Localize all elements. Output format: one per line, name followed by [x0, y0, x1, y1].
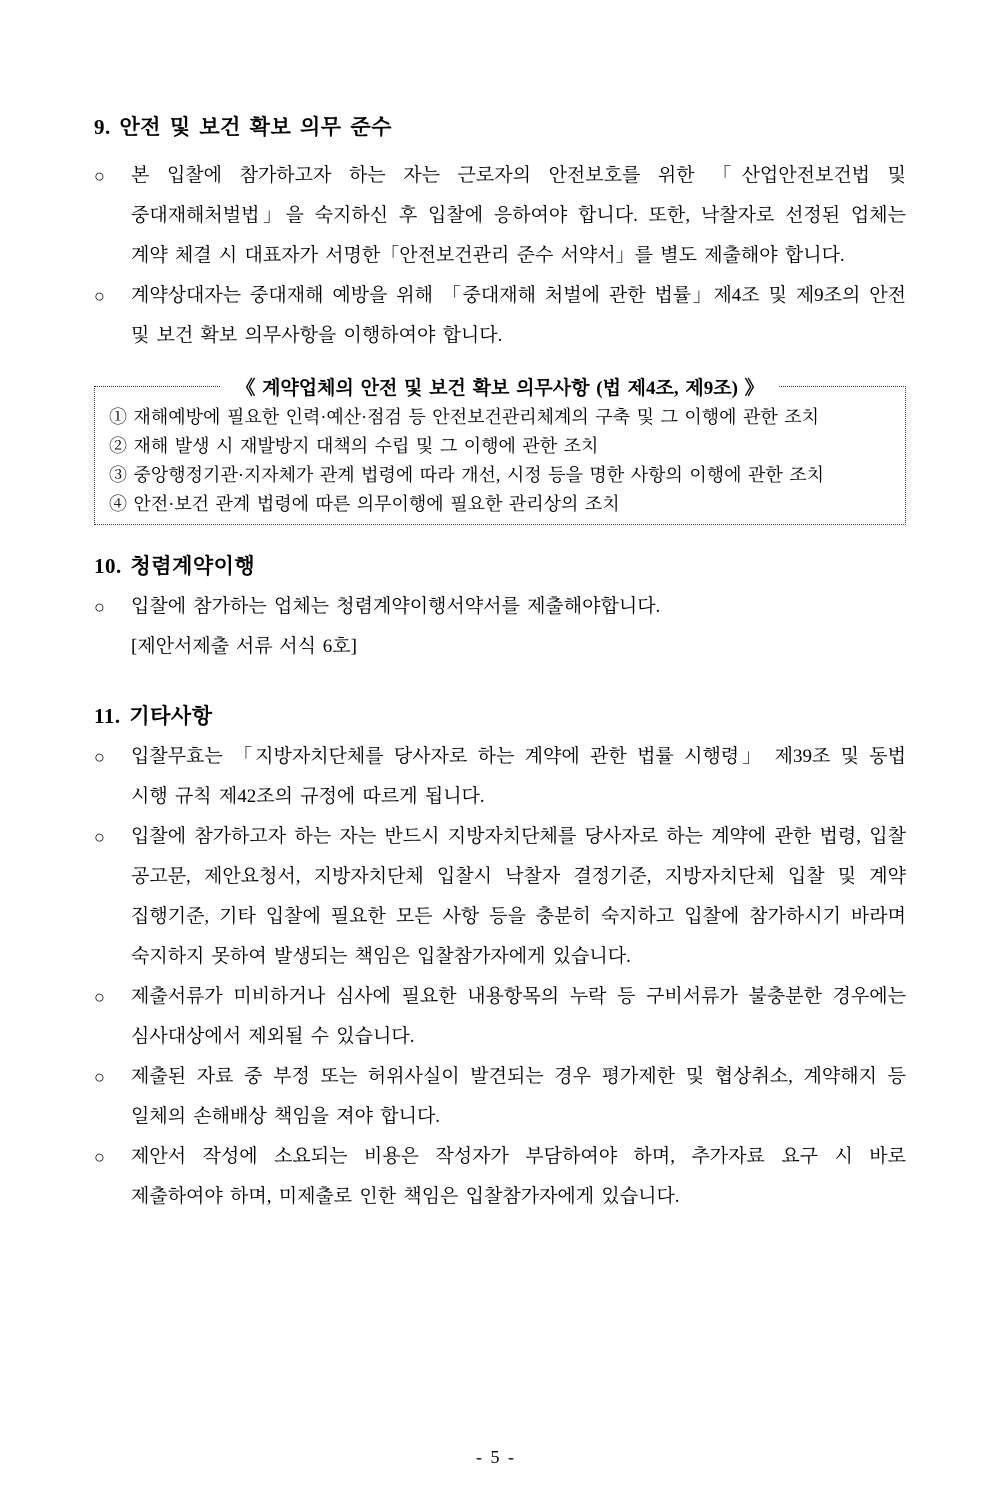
section-9-bullet-1	[94, 156, 906, 276]
paragraph-text: 입찰에 참가하고자 하는 자는 반드시 지방자치단체를 당사자로 하는 계약에 관한 법령, 입찰 공고문, 제안요청서, 지방자치단체 입찰시 낙찰자 결정기준, 지방자치단체 입찰 및 계약 집행기준, 기타 입찰에 필요한 모든 사항 등을 충분히 숙지하고 입찰에 참가하시기 바라며 숙지하지 못하여 발생되는 책임은 입찰참가자에게 있습니다.	[131, 826, 906, 967]
section-11-bullet-1	[94, 737, 906, 817]
obligations-box	[94, 378, 906, 525]
form-reference-note: [제안서제출 서류 서식 6호]	[131, 636, 357, 657]
section-10-heading: 10. 청렴계약이행	[94, 554, 256, 578]
paragraph-text: 계약상대자는 중대재해 예방을 위해 「중대재해 처벌에 관한 법률」제4조 및 제9조의 안전 및 보건 확보 의무사항을 이행하여야 합니다.	[131, 285, 906, 346]
paragraph-text: 제출된 자료 중 부정 또는 허위사실이 발견되는 경우 평가제한 및 협상취소, 계약해지 등 일체의 손해배상 책임을 져야 합니다.	[131, 1066, 906, 1127]
section-11-heading: 11. 기타사항	[94, 704, 213, 728]
obligation-item-1: ① 재해예방에 필요한 인력·예산·점검 등 안전보건관리체계의 구축 및 그 이행에 관한 조치	[109, 407, 820, 427]
bullet-marker: ○	[94, 166, 105, 186]
paragraph-text: 본 입찰에 참가하고자 하는 자는 근로자의 안전보호를 위한 「산업안전보건법 및 중대재해처벌법」을 숙지하신 후 입찰에 응하여야 합니다. 또한, 낙찰자로 선정된 업체는 계약 체결 시 대표자가 서명한「안전보건관리 준수 서약서」를 별도 제출해야 합니다.	[131, 165, 906, 266]
bullet-marker: ○	[94, 597, 105, 617]
paragraph-text: 입찰에 참가하는 업체는 청렴계약이행서약서를 제출해야합니다.	[131, 596, 661, 617]
section-misc	[94, 695, 906, 1217]
obligation-item-4: ④ 안전·보건 관계 법령에 따른 의무이행에 필요한 관리상의 조치	[109, 494, 620, 514]
section-safety	[94, 106, 906, 525]
paragraph-text: 입찰무효는 「지방자치단체를 당사자로 하는 계약에 관한 법률 시행령」 제39조 및 동법 시행 규칙 제42조의 규정에 따르게 됩니다.	[131, 746, 906, 807]
section-9-heading: 9. 안전 및 보건 확보 의무 준수	[94, 115, 392, 139]
bullet-marker: ○	[94, 1147, 105, 1167]
bullet-marker: ○	[94, 987, 105, 1007]
bullet-marker: ○	[94, 286, 105, 306]
section-9-bullet-2	[94, 276, 906, 356]
section-11-bullet-5	[94, 1137, 906, 1217]
obligation-item-3: ③ 중앙행정기관·지자체가 관계 법령에 따라 개선, 시정 등을 명한 사항의 이행에 관한 조치	[109, 465, 825, 485]
obligations-box-title: 《 계약업체의 안전 및 보건 확보 의무사항 (법 제4조, 제9조) 》	[220, 373, 779, 400]
document-page	[94, 106, 906, 1217]
section-10-bullet-1	[94, 587, 906, 627]
bullet-marker: ○	[94, 1067, 105, 1087]
paragraph-text: 제출서류가 미비하거나 심사에 필요한 내용항목의 누락 등 구비서류가 불충분한 경우에는 심사대상에서 제외될 수 있습니다.	[131, 986, 906, 1047]
section-11-bullet-2	[94, 817, 906, 977]
obligation-item-2: ② 재해 발생 시 재발방지 대책의 수립 및 그 이행에 관한 조치	[109, 436, 599, 456]
page-number: - 5 -	[476, 1447, 516, 1467]
section-11-bullet-4	[94, 1057, 906, 1137]
bullet-marker: ○	[94, 827, 105, 847]
paragraph-text: 제안서 작성에 소요되는 비용은 작성자가 부담하여야 하며, 추가자료 요구 시 바로 제출하여야 하며, 미제출로 인한 책임은 입찰참가자에게 있습니다.	[131, 1146, 906, 1207]
section-integrity	[94, 545, 906, 667]
section-11-bullet-3	[94, 977, 906, 1057]
bullet-marker: ○	[94, 747, 105, 767]
